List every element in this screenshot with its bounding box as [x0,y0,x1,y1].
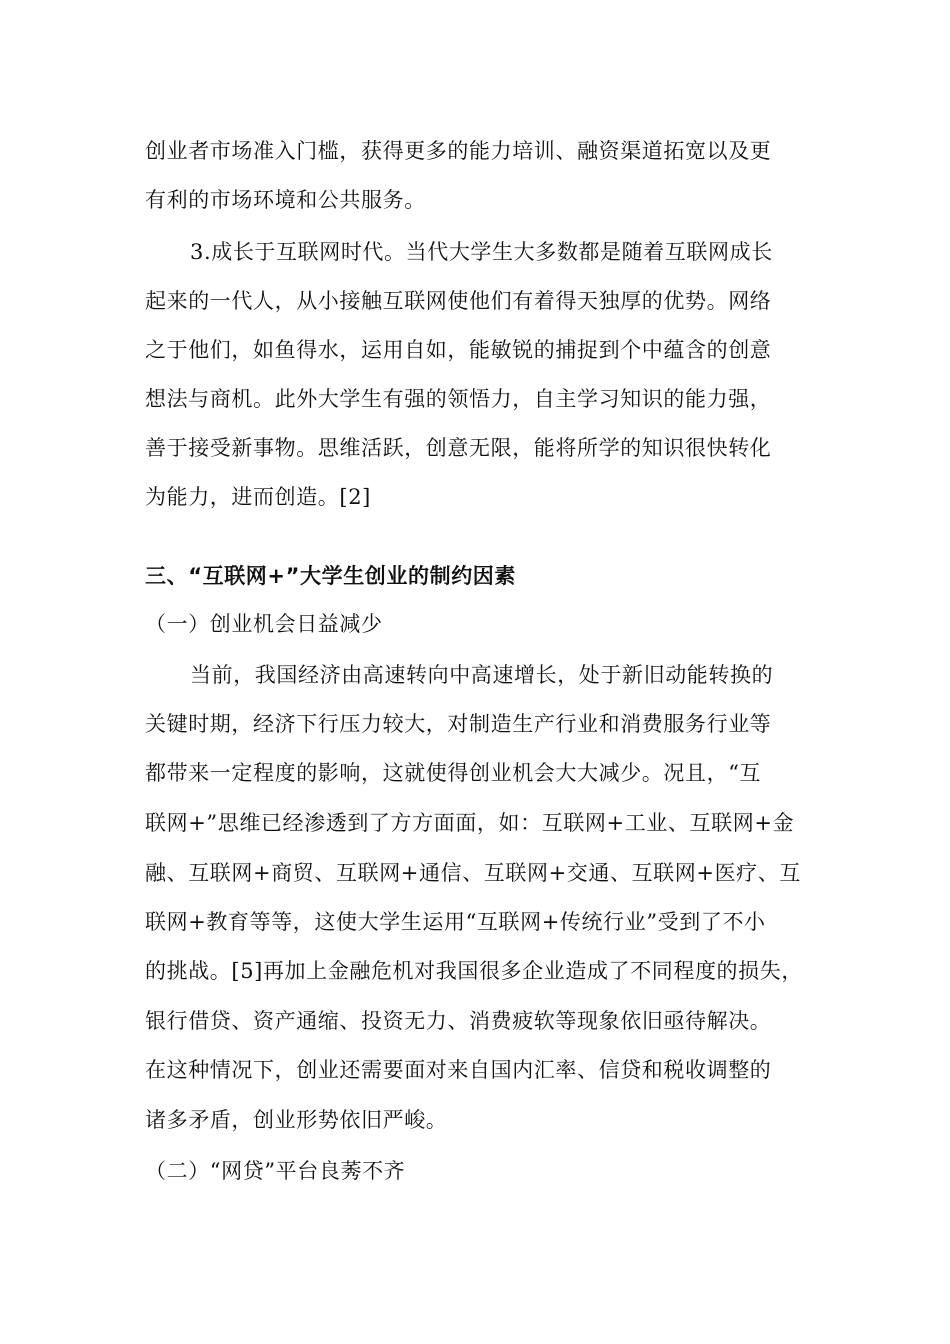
paragraph-line: 创业者市场准入门槛，获得更多的能力培训、融资渠道拓宽以及更 [145,139,772,163]
paragraph-line: 在这种情况下，创业还需要面对来自国内汇率、信贷和税收调整的 [145,1058,772,1082]
paragraph-line: 想法与商机。此外大学生有强的领悟力，自主学习知识的能力强， [145,387,772,411]
paragraph-line: 之于他们，如鱼得水，运用自如，能敏锐的捕捉到个中蕴含的创意 [145,338,772,362]
paragraph-line: 都带来一定程度的影响，这就使得创业机会大大减少。况且，“互 [145,761,762,785]
paragraph-line: 银行借贷、资产通缩、投资无力、消费疲软等现象依旧亟待解决。 [145,1009,772,1033]
paragraph-line: 当前，我国经济由高速转向中高速增长，处于新旧动能转换的 [190,663,774,687]
paragraph-line: 联网+”思维已经渗透到了方方面面，如：互联网+工业、互联网+金 [145,811,795,835]
paragraph-line: 的挑战。[5]再加上金融危机对我国很多企业造成了不同程度的损失， [145,959,803,983]
subsection-heading: （二）“网贷”平台良莠不齐 [145,1159,406,1183]
paragraph-line: 3.成长于互联网时代。当代大学生大多数都是随着互联网成长 [190,240,773,264]
paragraph-line: 起来的一代人，从小接触互联网使他们有着得天独厚的优势。网络 [145,289,772,313]
paragraph-line: 关键时期，经济下行压力较大，对制造生产行业和消费服务行业等 [145,712,772,736]
paragraph-line: 联网+教育等等，这使大学生运用“互联网+传统行业”受到了不小 [145,910,766,934]
subsection-heading: （一）创业机会日益减少 [145,612,383,636]
paragraph-line: 诸多矛盾，创业形势依旧严峻。 [145,1108,448,1132]
paragraph-line: 融、互联网+商贸、互联网+通信、互联网+交通、互联网+医疗、互 [145,861,801,885]
paragraph-line: 有利的市场环境和公共服务。 [145,188,426,212]
section-heading: 三、“互联网+”大学生创业的制约因素 [145,564,516,588]
paragraph-line: 善于接受新事物。思维活跃，创意无限，能将所学的知识很快转化 [145,436,772,460]
paragraph-line: 为能力，进而创造。[2] [145,485,371,509]
